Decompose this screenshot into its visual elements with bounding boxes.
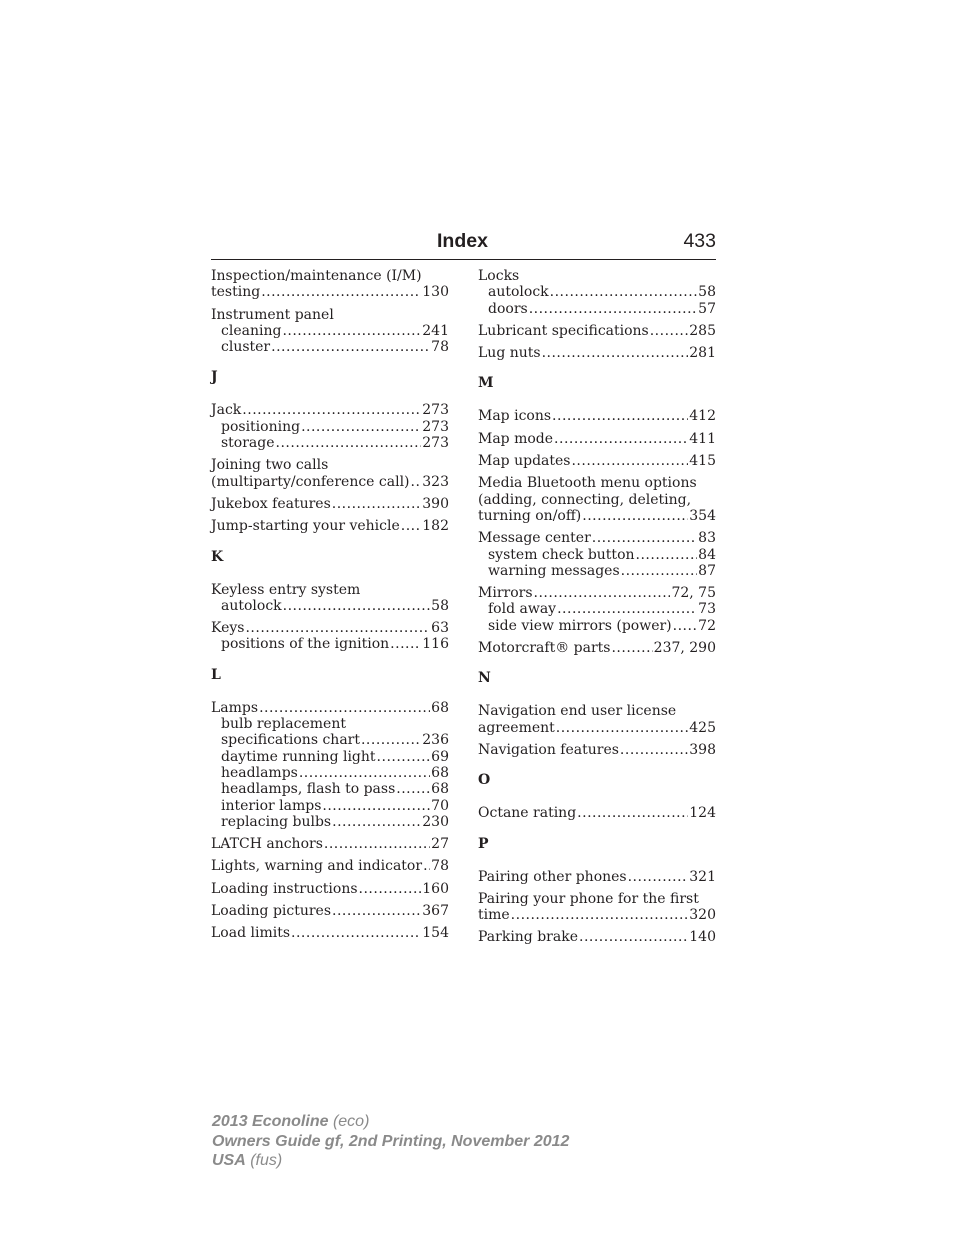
page-reference[interactable]: 68	[431, 699, 449, 716]
index-entry-line	[478, 907, 716, 923]
page-reference[interactable]: 237, 290	[653, 640, 716, 657]
entry-label: autolock	[221, 597, 282, 614]
entry-label: Locks	[478, 268, 520, 284]
dot-leader	[291, 925, 421, 941]
index-entry-line	[478, 805, 716, 821]
index-section-letter: N	[478, 670, 491, 687]
page-reference[interactable]: 72	[698, 617, 716, 634]
entry-label: storage	[221, 435, 275, 452]
entry-label: Motorcraft® parts	[478, 640, 611, 657]
index-section-letter: O	[478, 772, 491, 789]
dot-leader	[673, 618, 698, 634]
page-reference[interactable]: 398	[689, 741, 716, 758]
dot-leader	[271, 339, 430, 355]
entry-label: Pairing your phone for the first	[478, 890, 699, 907]
index-subentry-line	[211, 749, 449, 765]
footer-line-3: USA (fus)	[212, 1152, 283, 1169]
index-entry	[211, 620, 449, 653]
index-entry	[478, 408, 716, 424]
index-section-letter: J	[211, 369, 218, 386]
dot-leader	[554, 431, 688, 447]
document-footer	[212, 1112, 569, 1171]
page-reference[interactable]: 281	[689, 345, 716, 362]
index-subentry-line	[211, 814, 449, 830]
index-subentry-line	[211, 798, 449, 814]
footer-line-1: 2013 Econoline (eco)	[212, 1113, 370, 1130]
page-reference[interactable]: 390	[422, 495, 449, 512]
entry-label: Lamps	[211, 699, 259, 716]
index-subentry-line	[211, 598, 449, 614]
page-header	[211, 229, 716, 260]
page-reference[interactable]: 57	[698, 300, 716, 317]
page-reference[interactable]: 230	[422, 813, 449, 830]
index-entry	[478, 640, 716, 656]
index-entry-line	[211, 307, 449, 323]
entry-label: Jukebox features	[211, 495, 331, 512]
index-subentry-line	[478, 618, 716, 634]
index-entry-line	[211, 268, 449, 284]
dot-leader	[332, 903, 421, 919]
index-entry-line	[478, 431, 716, 447]
dot-leader	[636, 547, 698, 563]
index-entry-line	[478, 323, 716, 339]
page-reference[interactable]: 63	[431, 620, 449, 637]
dot-leader	[299, 765, 430, 781]
page-number: 433	[683, 230, 716, 252]
dot-leader	[377, 749, 431, 765]
index-entry-line	[211, 402, 449, 418]
index-subentry-line	[211, 339, 449, 355]
entry-label: testing	[211, 284, 261, 301]
dot-leader	[557, 601, 697, 617]
index-entry	[478, 453, 716, 469]
entry-label: daytime running light	[221, 748, 376, 765]
entry-label: Pairing other phones	[478, 868, 627, 885]
index-entry-line	[478, 929, 716, 945]
page-reference[interactable]: 182	[422, 518, 449, 535]
index-entry-line	[478, 345, 716, 361]
dot-leader	[571, 453, 688, 469]
entry-label: Keyless entry system	[211, 581, 361, 598]
page-reference[interactable]: 69	[431, 748, 449, 765]
index-entry	[211, 457, 449, 490]
entry-label: Map mode	[478, 430, 554, 447]
index-entry	[211, 496, 449, 512]
dot-leader	[542, 345, 689, 361]
dot-leader	[577, 805, 688, 821]
index-subentry-line	[478, 284, 716, 300]
dot-leader	[332, 496, 422, 512]
dot-leader	[282, 323, 421, 339]
index-entry-line	[211, 518, 449, 534]
page-reference[interactable]: 68	[431, 781, 449, 798]
entry-label: Jump-starting your vehicle	[211, 518, 400, 535]
page-reference[interactable]: 241	[422, 322, 449, 339]
entry-label: agreement	[478, 719, 555, 736]
index-entry-line	[211, 496, 449, 512]
dot-leader	[556, 720, 688, 736]
entry-label: system check button	[488, 546, 635, 563]
index-entry-line	[211, 457, 449, 473]
dot-leader	[261, 284, 421, 300]
dot-leader	[592, 530, 697, 546]
index-entry	[478, 323, 716, 339]
page-reference[interactable]: 273	[422, 402, 449, 419]
entry-label: Navigation features	[478, 741, 619, 758]
index-section-letter: K	[211, 548, 224, 565]
index-entry	[478, 742, 716, 758]
entry-label: headlamps, flash to pass	[221, 781, 396, 798]
index-entry-line	[478, 742, 716, 758]
page-reference[interactable]: 58	[431, 597, 449, 614]
page-reference[interactable]: 160	[422, 880, 449, 897]
entry-label: Octane rating	[478, 805, 577, 822]
page-reference[interactable]: 83	[698, 530, 716, 547]
entry-label: Map icons	[478, 408, 552, 425]
dot-leader	[529, 301, 697, 317]
page-reference[interactable]: 367	[422, 903, 449, 920]
dot-leader	[511, 907, 689, 923]
index-entry-line	[478, 703, 716, 719]
index-entry-line	[478, 453, 716, 469]
page-reference[interactable]: 415	[689, 453, 716, 470]
page-reference[interactable]: 411	[689, 430, 716, 447]
index-entry-line	[478, 475, 716, 491]
page-reference[interactable]: 73	[698, 601, 716, 618]
page-reference[interactable]: 87	[698, 562, 716, 579]
entry-label: Loading pictures	[211, 903, 332, 920]
entry-label: Lug nuts	[478, 345, 541, 362]
index-section-letter: P	[478, 835, 489, 852]
index-entry-line	[211, 903, 449, 919]
entry-label: side view mirrors (power)	[488, 617, 672, 634]
index-entry	[211, 307, 449, 356]
index-subentry-line	[478, 547, 716, 563]
entry-label: warning messages	[488, 562, 620, 579]
index-entry-line	[478, 585, 716, 601]
index-entry-line	[478, 891, 716, 907]
page-reference[interactable]: 273	[422, 418, 449, 435]
index-column-right	[478, 268, 716, 952]
index-subentry-line	[211, 732, 449, 748]
dot-leader	[259, 700, 430, 716]
entry-label: time	[478, 907, 510, 924]
entry-label: doors	[488, 300, 528, 317]
dot-leader	[620, 742, 688, 758]
page-reference[interactable]: 412	[689, 408, 716, 425]
dot-leader	[628, 869, 689, 885]
entry-label: LATCH anchors	[211, 836, 323, 853]
index-subentry-line	[211, 765, 449, 781]
dot-leader	[650, 323, 689, 339]
entry-label: cleaning	[221, 322, 282, 339]
page-reference[interactable]: 273	[422, 435, 449, 452]
dot-leader	[322, 798, 430, 814]
entry-label: Lights, warning and indicator	[211, 858, 423, 875]
index-entry-line	[478, 268, 716, 284]
entry-label: Media Bluetooth menu options	[478, 475, 697, 492]
entry-label: Parking brake	[478, 929, 578, 946]
page-reference[interactable]: 320	[689, 907, 716, 924]
dot-leader	[390, 636, 421, 652]
index-entry	[478, 891, 716, 924]
entry-label: Joining two calls	[211, 457, 329, 474]
entry-label: bulb replacement	[221, 716, 346, 733]
dot-leader	[359, 881, 422, 897]
dot-leader	[396, 781, 430, 797]
page-reference[interactable]: 154	[422, 925, 449, 942]
entry-label: positions of the ignition	[221, 636, 390, 653]
index-subentry-line	[211, 435, 449, 451]
index-subentry-line	[211, 636, 449, 652]
entry-label: Mirrors	[478, 585, 533, 602]
entry-label: Instrument panel	[211, 306, 334, 323]
entry-label: interior lamps	[221, 797, 322, 814]
index-entry	[211, 903, 449, 919]
index-subentry-line	[478, 601, 716, 617]
index-entry	[478, 585, 716, 634]
page-reference[interactable]: 354	[689, 507, 716, 524]
page-reference[interactable]: 68	[431, 764, 449, 781]
entry-label: specifications chart	[221, 732, 360, 749]
index-entry	[478, 431, 716, 447]
entry-label: Message center	[478, 530, 591, 547]
page-reference[interactable]: 425	[689, 719, 716, 736]
entry-label: positioning	[221, 418, 301, 435]
dot-leader	[552, 408, 688, 424]
index-subentry-line	[211, 716, 449, 732]
entry-label: autolock	[488, 284, 549, 301]
entry-label: Inspection/maintenance (I/M)	[211, 268, 422, 284]
index-column-left	[211, 268, 449, 948]
index-entry-line	[211, 582, 449, 598]
index-entry	[478, 869, 716, 885]
index-entry-line	[478, 408, 716, 424]
entry-label: Load limits	[211, 925, 291, 942]
index-subentry-line	[478, 563, 716, 579]
index-entry-line	[211, 925, 449, 941]
entry-label: Lubricant specifications	[478, 322, 649, 339]
index-entry	[211, 268, 449, 301]
index-entry	[478, 475, 716, 524]
dot-leader	[401, 518, 421, 534]
index-section-letter: M	[478, 375, 494, 392]
index-entry-line	[211, 700, 449, 716]
footer-line-2: Owners Guide gf, 2nd Printing, November 2012	[212, 1132, 570, 1150]
index-subentry-line	[211, 323, 449, 339]
entry-label: Map updates	[478, 453, 571, 470]
page-reference[interactable]: 321	[689, 868, 716, 885]
page-reference[interactable]: 78	[431, 339, 449, 356]
index-subentry-line	[478, 301, 716, 317]
page-reference[interactable]: 124	[689, 805, 716, 822]
dot-leader	[324, 836, 430, 852]
entry-label: replacing bulbs	[221, 813, 332, 830]
page-reference[interactable]: 27	[431, 836, 449, 853]
dot-leader	[423, 858, 430, 874]
dot-leader	[283, 598, 431, 614]
index-entry	[478, 530, 716, 579]
index-entry-line	[478, 640, 716, 656]
index-entry	[478, 345, 716, 361]
index-entry	[211, 836, 449, 852]
index-entry	[478, 268, 716, 317]
entry-label: Keys	[211, 620, 245, 637]
dot-leader	[611, 640, 652, 656]
dot-leader	[621, 563, 698, 579]
index-entry	[211, 700, 449, 830]
page-reference[interactable]: 58	[698, 284, 716, 301]
index-entry-line	[211, 474, 449, 490]
page-reference[interactable]: 285	[689, 322, 716, 339]
index-section-letter: L	[211, 666, 221, 683]
index-entry-line	[478, 492, 716, 508]
page-reference[interactable]: 323	[422, 473, 449, 490]
index-entry	[211, 858, 449, 874]
index-entry	[211, 925, 449, 941]
page-reference[interactable]: 72, 75	[671, 585, 716, 602]
entry-label: fold away	[488, 601, 557, 618]
entry-label: turning on/off)	[478, 507, 582, 524]
dot-leader	[301, 419, 421, 435]
index-entry-line	[211, 858, 449, 874]
page-title: Index	[437, 230, 488, 252]
index-subentry-line	[211, 419, 449, 435]
page-reference[interactable]: 116	[422, 636, 449, 653]
index-entry	[478, 805, 716, 821]
dot-leader	[411, 474, 422, 490]
entry-label: headlamps	[221, 764, 298, 781]
index-entry	[211, 402, 449, 451]
dot-leader	[550, 284, 698, 300]
page-reference[interactable]: 70	[431, 797, 449, 814]
index-entry-line	[478, 869, 716, 885]
index-entry-line	[211, 620, 449, 636]
index-entry-line	[211, 881, 449, 897]
page-reference[interactable]: 130	[422, 284, 449, 301]
index-entry-line	[211, 284, 449, 300]
index-entry	[211, 582, 449, 615]
dot-leader	[242, 402, 421, 418]
index-entry-line	[478, 720, 716, 736]
entry-label: Navigation end user license	[478, 703, 677, 720]
index-entry	[478, 929, 716, 945]
dot-leader	[361, 732, 421, 748]
index-subentry-line	[211, 781, 449, 797]
page-reference[interactable]: 140	[689, 929, 716, 946]
index-entry-line	[478, 530, 716, 546]
index-entry-line	[478, 508, 716, 524]
dot-leader	[534, 585, 671, 601]
index-entry-line	[211, 836, 449, 852]
entry-label: (adding, connecting, deleting,	[478, 491, 692, 508]
entry-label: cluster	[221, 339, 271, 356]
entry-label: (multiparty/conference call)	[211, 473, 410, 490]
index-entry	[211, 518, 449, 534]
dot-leader	[245, 620, 430, 636]
entry-label: Loading instructions	[211, 880, 358, 897]
dot-leader	[579, 929, 688, 945]
page-reference[interactable]: 78	[431, 858, 449, 875]
dot-leader	[582, 508, 688, 524]
index-entry	[478, 703, 716, 736]
page-reference[interactable]: 236	[422, 732, 449, 749]
index-entry	[211, 881, 449, 897]
page-reference[interactable]: 84	[698, 546, 716, 563]
dot-leader	[332, 814, 421, 830]
dot-leader	[276, 435, 422, 451]
entry-label: Jack	[211, 402, 242, 419]
